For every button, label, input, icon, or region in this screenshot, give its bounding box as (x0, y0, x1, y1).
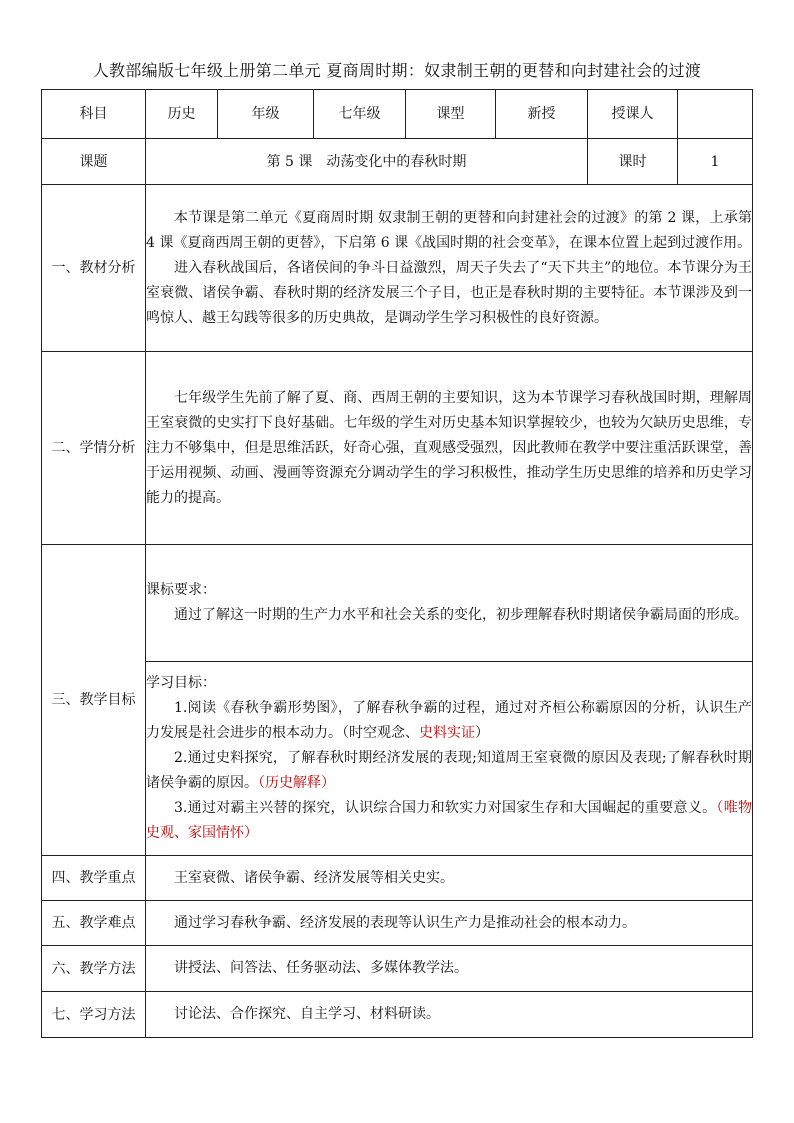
class-hours-value: 1 (678, 139, 753, 185)
textbook-analysis-content (146, 185, 753, 352)
learning-goal-3-text: 3.通过对霸主兴替的探究，认识综合国力和软实力对国家生存和大国崛起的重要意义。 (174, 800, 717, 816)
objectives-label: 三、教学目标 (42, 545, 146, 856)
key-points-text: 王室衰微、诸侯争霸、经济发展等相关史实。 (174, 869, 454, 886)
textbook-analysis-label: 一、教材分析 (42, 185, 146, 352)
curriculum-standard-text: 通过了解这一时期的生产力水平和社会关系的变化，初步理解春秋时期诸侯争霸局面的形成。 (174, 607, 748, 623)
subject-label: 科目 (42, 90, 146, 139)
curriculum-standard-heading: 课标要求： (146, 582, 216, 598)
subject-value: 历史 (146, 90, 218, 139)
key-points-label: 四、教学重点 (42, 856, 146, 901)
key-points-content (146, 856, 753, 901)
learner-analysis-label: 二、学情分析 (42, 352, 146, 545)
type-label: 课型 (406, 90, 496, 139)
grade-value: 七年级 (314, 90, 406, 139)
learning-goal-1 (146, 696, 752, 746)
curriculum-standard-cell (146, 545, 753, 662)
difficulties-content (146, 901, 753, 946)
learning-goals-heading: 学习目标： (146, 675, 216, 691)
learning-methods-text: 讨论法、合作探究、自主学习、材料研读。 (174, 1006, 440, 1022)
info-row (42, 90, 753, 139)
learning-methods-content (146, 992, 753, 1038)
class-hours-label: 课时 (588, 139, 678, 185)
learner-analysis-row (42, 352, 753, 545)
learning-methods-label: 七、学习方法 (42, 992, 146, 1038)
learning-goal-1-text: 1.阅读《春秋争霸形势图》，了解春秋争霸的过程，通过对齐桓公称霸原因的分析，认识生产力发展是社会进步的根本动力。 (146, 700, 752, 741)
teacher-value (678, 90, 753, 139)
objectives-goals-row (42, 662, 753, 856)
learning-goal-2-tag: （历史解释） (258, 775, 335, 791)
difficulties-label: 五、教学难点 (42, 901, 146, 946)
topic-label: 课题 (42, 139, 146, 185)
lesson-plan-table (41, 89, 753, 1038)
topic-value: 第 5 课 动荡变化中的春秋时期 (146, 139, 588, 185)
teaching-methods-content (146, 946, 753, 992)
difficulties-row (42, 901, 753, 946)
teaching-methods-label: 六、教学方法 (42, 946, 146, 992)
teacher-label: 授课人 (588, 90, 678, 139)
learning-methods-row (42, 992, 753, 1038)
key-points-row (42, 856, 753, 901)
learner-analysis-paragraph: 七年级学生先前了解了夏、商、西周王朝的主要知识，这为本节课学习春秋战国时期，理解周王室衰微的史实打下良好基础。七年级的学生对历史基本知识掌握较少，也较为欠缺历史思维，专注力不够集中，但是思维活跃，好奇心强，直观感受强烈，因此教师在教学中要注重活跃课堂，善于运用视频、动画、漫画等资源充分调动学生的学习积极性，推动学生历史思维的培养和历史学习能力的提高。 (146, 389, 752, 506)
teaching-methods-row (42, 946, 753, 992)
grade-label: 年级 (218, 90, 314, 139)
textbook-analysis-paragraph-2: 进入春秋战国后，各诸侯间的争斗日益激烈，周天子失去了“天下共主”的地位。本节课分为王室衰微、诸侯争霸、春秋时期的经济发展三个子目，也正是春秋时期的主要特征。本节课涉及到一鸣惊人、越王勾践等很多的历史典故，是调动学生学习积极性的良好资源。 (146, 259, 752, 326)
objectives-standard-row (42, 545, 753, 662)
learner-analysis-content (146, 352, 753, 545)
learning-goal-3-tag: （唯物史观、家国情怀） (146, 800, 753, 841)
learning-goal-2 (146, 746, 752, 796)
document-title: 人教部编版七年级上册第二单元 夏商周时期：奴隶制王朝的更替和向封建社会的过渡 (92, 61, 702, 80)
textbook-analysis-row (42, 185, 753, 352)
teaching-methods-text: 讲授法、问答法、任务驱动法、多媒体教学法。 (174, 960, 468, 976)
learning-goal-2-text: 2.通过史料探究，了解春秋时期经济发展的表现;知道周王室衰微的原因及表现;了解春秋时期诸侯争霸的原因。 (146, 750, 752, 791)
learning-goal-1-tag-close: ） (475, 725, 489, 741)
topic-row (42, 139, 753, 185)
learning-goal-1-tag-evidence: 史料实证 (419, 725, 475, 741)
learning-goal-3 (146, 796, 752, 846)
difficulties-text: 通过学习春秋争霸、经济发展的表现等认识生产力是推动社会的根本动力。 (174, 914, 636, 931)
learning-goals-cell (146, 662, 753, 856)
learning-goal-1-tag-open: （时空观念、 (342, 725, 419, 741)
textbook-analysis-paragraph-1: 本节课是第二单元《夏商周时期 奴隶制王朝的更替和向封建社会的过渡》的第 2 课，上承第 4 课《夏商西周王朝的更替》，下启第 6 课《战国时期的社会变革》，在课本位置上起到过渡作用。 (146, 209, 752, 251)
type-value: 新授 (496, 90, 588, 139)
